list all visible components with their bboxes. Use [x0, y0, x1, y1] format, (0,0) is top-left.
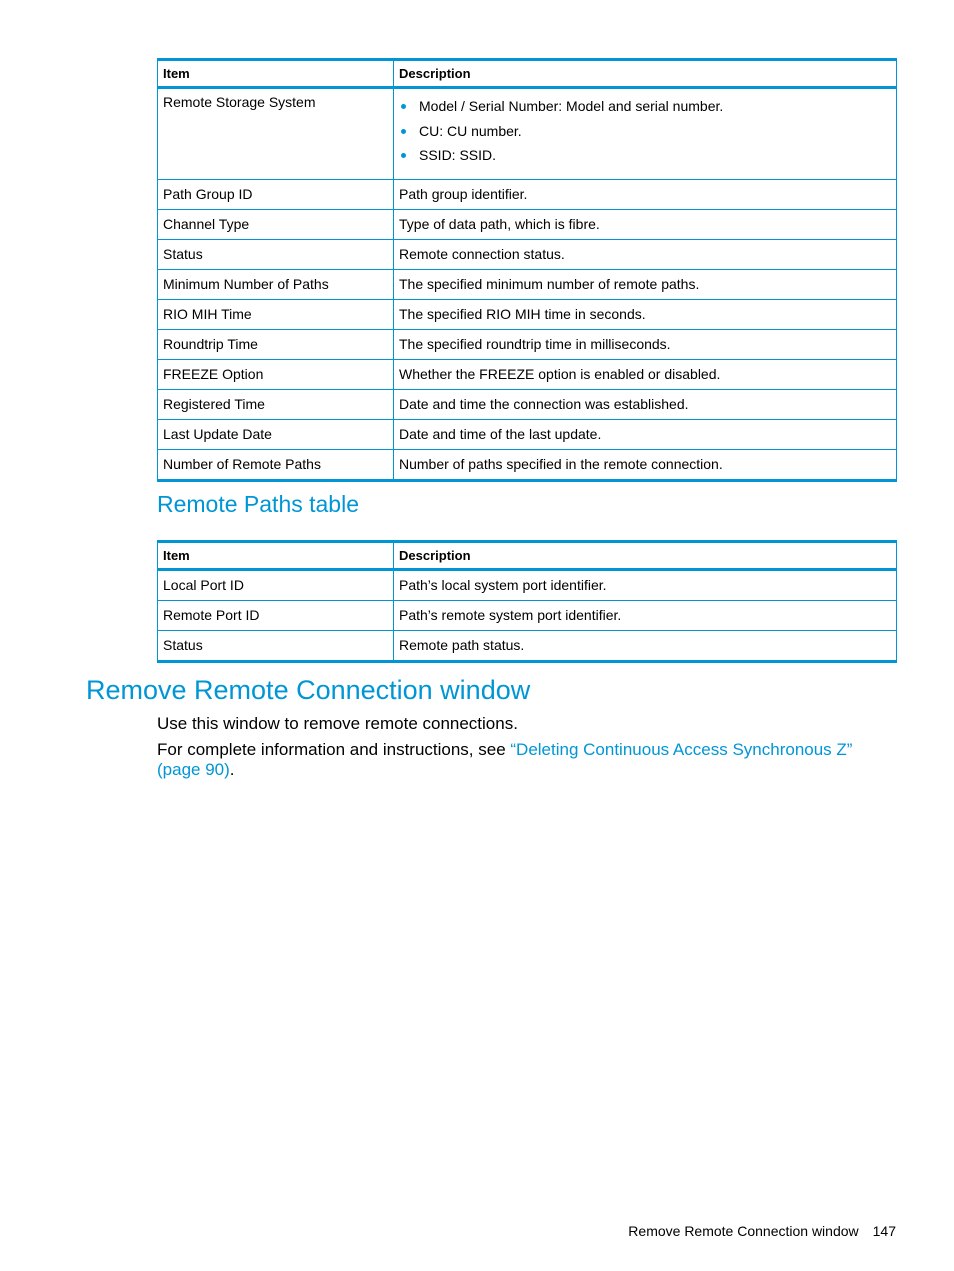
row-item: FREEZE Option — [158, 360, 394, 390]
reference-paragraph — [157, 740, 857, 780]
page-footer — [628, 1223, 896, 1239]
remote-paths-heading: Remote Paths table — [157, 491, 360, 517]
row-description: Type of data path, which is fibre. — [394, 210, 897, 240]
intro-paragraph: Use this window to remove remote connections. — [157, 714, 518, 733]
section-title: Remove Remote Connection window — [86, 675, 531, 705]
row-item: Channel Type — [158, 210, 394, 240]
row-item: Local Port ID — [158, 570, 394, 601]
table-row — [158, 270, 897, 300]
remote-connection-items-table — [157, 58, 897, 482]
row-item: Number of Remote Paths — [158, 450, 394, 481]
row-description: Remote path status. — [394, 631, 897, 662]
column-header-description: Description — [394, 60, 897, 88]
table-row — [158, 631, 897, 662]
row-description: Date and time the connection was established. — [394, 390, 897, 420]
row-item: RIO MIH Time — [158, 300, 394, 330]
table-header-row — [158, 60, 897, 88]
row-description: Path’s local system port identifier. — [394, 570, 897, 601]
row-item: Remote Port ID — [158, 601, 394, 631]
row-item: Remote Storage System — [158, 88, 394, 180]
table-row — [158, 88, 897, 180]
table-row — [158, 570, 897, 601]
table-row — [158, 330, 897, 360]
row-item: Registered Time — [158, 390, 394, 420]
column-header-description: Description — [394, 542, 897, 570]
row-description — [394, 88, 897, 180]
bullet-item: CU: CU number. — [399, 121, 891, 146]
row-description: The specified roundtrip time in milliseconds. — [394, 330, 897, 360]
row-description: Path group identifier. — [394, 180, 897, 210]
deleting-continuous-access-link[interactable]: “Deleting Continuous Access Synchronous Z” (page 90) — [157, 740, 853, 779]
column-header-item: Item — [158, 542, 394, 570]
table-row — [158, 360, 897, 390]
row-description: The specified RIO MIH time in seconds. — [394, 300, 897, 330]
row-item: Roundtrip Time — [158, 330, 394, 360]
footer-section-name: Remove Remote Connection window — [628, 1223, 859, 1239]
row-description: Number of paths specified in the remote connection. — [394, 450, 897, 481]
table-row — [158, 601, 897, 631]
table-row — [158, 240, 897, 270]
table-header-row — [158, 542, 897, 570]
table-row — [158, 390, 897, 420]
bullet-item: SSID: SSID. — [399, 145, 891, 170]
bullet-item: Model / Serial Number: Model and serial number. — [399, 96, 891, 121]
row-item: Status — [158, 240, 394, 270]
reference-prefix: For complete information and instructions, see — [157, 740, 511, 759]
row-item: Last Update Date — [158, 420, 394, 450]
row-item: Minimum Number of Paths — [158, 270, 394, 300]
reference-suffix: . — [229, 760, 235, 779]
table-row — [158, 450, 897, 481]
row-item: Path Group ID — [158, 180, 394, 210]
bullet-list — [399, 96, 891, 170]
table-row — [158, 420, 897, 450]
page-number: 147 — [872, 1223, 896, 1239]
row-item: Status — [158, 631, 394, 662]
row-description: Remote connection status. — [394, 240, 897, 270]
row-description: The specified minimum number of remote paths. — [394, 270, 897, 300]
row-description: Date and time of the last update. — [394, 420, 897, 450]
row-description: Path’s remote system port identifier. — [394, 601, 897, 631]
row-description: Whether the FREEZE option is enabled or disabled. — [394, 360, 897, 390]
column-header-item: Item — [158, 60, 394, 88]
table-row — [158, 180, 897, 210]
table-row — [158, 210, 897, 240]
table-row — [158, 300, 897, 330]
remote-paths-table — [157, 540, 897, 663]
